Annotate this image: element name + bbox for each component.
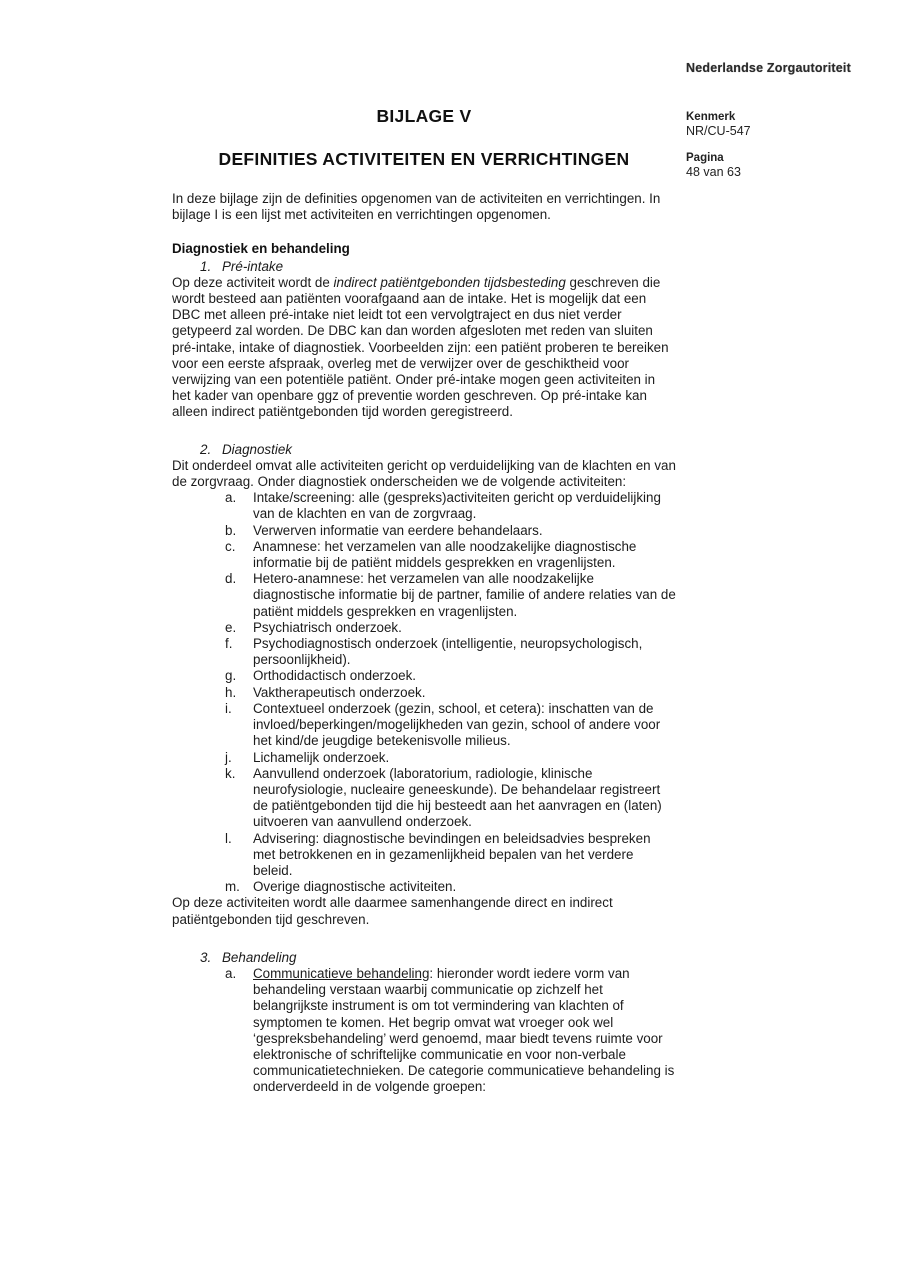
list-text: Lichamelijk onderzoek. xyxy=(253,749,390,765)
list-item xyxy=(172,539,676,571)
diagnostiek-closing: Op deze activiteiten wordt alle daarmee samenhangende direct en indirect patiëntgebonden tijd geschreven. xyxy=(172,895,613,927)
list-text xyxy=(253,966,676,1096)
page-title: BIJLAGE V xyxy=(376,106,472,126)
list-item xyxy=(172,831,676,880)
intro-paragraph: In deze bijlage zijn de definities opgenomen van de activiteiten en verrichtingen. In bijlage I is een lijst met activiteiten en verrichtingen opgenomen. xyxy=(172,191,661,223)
kenmerk-group xyxy=(686,111,856,138)
list-text: Contextueel onderzoek (gezin, school, et cetera): inschatten van de invloed/beperkingen/mogelijkheden van gezin, school of andere voor het kind/de jeugdige betekenisvolle milieus. xyxy=(253,700,661,749)
pagina-value: 48 van 63 xyxy=(686,165,741,179)
numbered-item-2 xyxy=(172,442,676,458)
list-letter: a. xyxy=(225,965,237,981)
meta-sidebar xyxy=(686,111,856,193)
list-item xyxy=(172,685,676,701)
body-text: Op deze activiteit wordt de xyxy=(172,274,334,290)
list-text: Hetero-anamnese: het verzamelen van alle noodzakelijke diagnostische informatie bij de partner, familie of andere relaties van de patiënt middels gesprekken en vragenlijsten. xyxy=(253,571,676,619)
body-text-italic: indirect patiëntgebonden tijdsbesteding xyxy=(333,274,566,290)
numbered-item-1 xyxy=(172,259,676,275)
spacer xyxy=(172,928,676,949)
item-title: Pré-intake xyxy=(222,258,284,274)
item-number: 2. xyxy=(200,441,212,457)
list-item xyxy=(172,636,676,668)
pre-intake-paragraph xyxy=(172,275,676,421)
list-text: Orthodidactisch onderzoek. xyxy=(253,668,417,684)
behandeling-list xyxy=(172,966,676,1096)
list-item xyxy=(172,750,676,766)
list-letter: f. xyxy=(225,636,233,652)
list-letter: a. xyxy=(225,490,237,506)
list-letter: d. xyxy=(225,571,237,587)
list-text: Verwerven informatie van eerdere behandelaars. xyxy=(253,522,543,538)
item-number: 3. xyxy=(200,949,212,965)
list-letter: i. xyxy=(225,700,232,716)
list-item xyxy=(172,490,676,522)
list-letter: c. xyxy=(225,538,236,554)
list-text: Anamnese: het verzamelen van alle noodzakelijke diagnostische informatie bij de patiënt middels gesprekken en vragenlijsten. xyxy=(253,538,637,571)
spacer xyxy=(172,421,676,441)
underlined-term: Communicatieve behandeling xyxy=(253,965,430,981)
list-item xyxy=(172,701,676,750)
list-letter: g. xyxy=(225,668,237,684)
kenmerk-label: Kenmerk xyxy=(686,111,736,123)
item-title: Behandeling xyxy=(222,949,297,965)
diagnostiek-paragraph: Dit onderdeel omvat alle activiteiten gericht op verduidelijking van de klachten en van de zorgvraag. Onder diagnostiek onderscheiden we de volgende activiteiten: xyxy=(172,457,676,490)
list-letter: m. xyxy=(225,879,240,895)
item-number: 1. xyxy=(200,258,212,274)
list-item xyxy=(172,620,676,636)
list-text: Vaktherapeutisch onderzoek. xyxy=(253,684,426,700)
list-item xyxy=(172,668,676,684)
list-item xyxy=(172,966,676,1096)
item-title: Diagnostiek xyxy=(222,441,292,457)
list-text: Aanvullend onderzoek (laboratorium, radiologie, klinische neurofysiologie, nucleaire geneeskunde). De behandelaar registreert de patiëntgebonden tijd die hij besteedt aan het aanvragen en (laten) uitvoeren van aanvullend onderzoek. xyxy=(253,765,662,830)
section-heading: Diagnostiek en behandeling xyxy=(172,241,350,257)
pagina-group xyxy=(686,152,856,179)
list-letter: k. xyxy=(225,765,236,781)
list-text: Advisering: diagnostische bevindingen en beleidsadvies bespreken met betrokkenen en in gezamenlijkheid bepalen van het verdere beleid. xyxy=(253,830,651,878)
document-body xyxy=(172,106,676,1096)
nza-logo: Nederlandse Zorgautoriteit xyxy=(686,61,851,75)
list-item xyxy=(172,571,676,620)
list-text: Psychiatrisch onderzoek. xyxy=(253,619,402,635)
diagnostiek-list xyxy=(172,490,676,895)
body-text: geschreven die wordt besteed aan patiënten voorafgaand aan de intake. Het is mogelijk dat een DBC met alleen pré-intake niet leidt tot een vervolgtraject en dus niet verder getypeerd zal worden. De DBC kan dan worden afgesloten met reden van sluiten pré-intake, intake of diagnostiek. Voorbeelden zijn: een patiënt proberen te bereiken voor een eerste afspraak, overleg met de verwijzer over de geschiktheid voor verwijzing van een potentiële patiënt. Onder pré-intake mogen geen activiteiten in het kader van openbare ggz of preventie worden geschreven. Op pré-intake kan alleen indirect patiëntgebonden tijd worden geregistreerd. xyxy=(172,274,669,420)
list-letter: h. xyxy=(225,684,237,700)
list-text: Overige diagnostische activiteiten. xyxy=(253,879,457,895)
list-text: Intake/screening: alle (gespreks)activiteiten gericht op verduidelijking van de klachten en van de zorgvraag. xyxy=(253,490,661,522)
list-text-rest: : hieronder wordt iedere vorm van behandeling verstaan waarbij communicatie op zichzelf het belangrijkste instrument is om tot vermindering van klachten of symptomen te komen. Het begrip omvat wat vroeger ook wel ‘gespreksbehandeling’ werd genoemd, maar biedt tevens ruimte voor elektronische of schriftelijke communicatie en voor non-verbale communicatietechnieken. De categorie communicatieve behandeling is onderverdeeld in de volgende groepen: xyxy=(253,965,675,1095)
numbered-item-3 xyxy=(172,950,676,966)
list-letter: e. xyxy=(225,619,237,635)
pagina-label: Pagina xyxy=(686,152,724,164)
kenmerk-value: NR/CU-547 xyxy=(686,124,751,138)
list-text: Psychodiagnostisch onderzoek (intelligentie, neuropsychologisch, persoonlijkheid). xyxy=(253,636,643,668)
page-subtitle: DEFINITIES ACTIVITEITEN EN VERRICHTINGEN xyxy=(218,149,630,169)
list-letter: b. xyxy=(225,522,237,538)
list-item xyxy=(172,766,676,831)
list-item xyxy=(172,523,676,539)
list-letter: j. xyxy=(225,749,232,765)
list-letter: l. xyxy=(225,830,232,846)
list-item xyxy=(172,879,676,895)
